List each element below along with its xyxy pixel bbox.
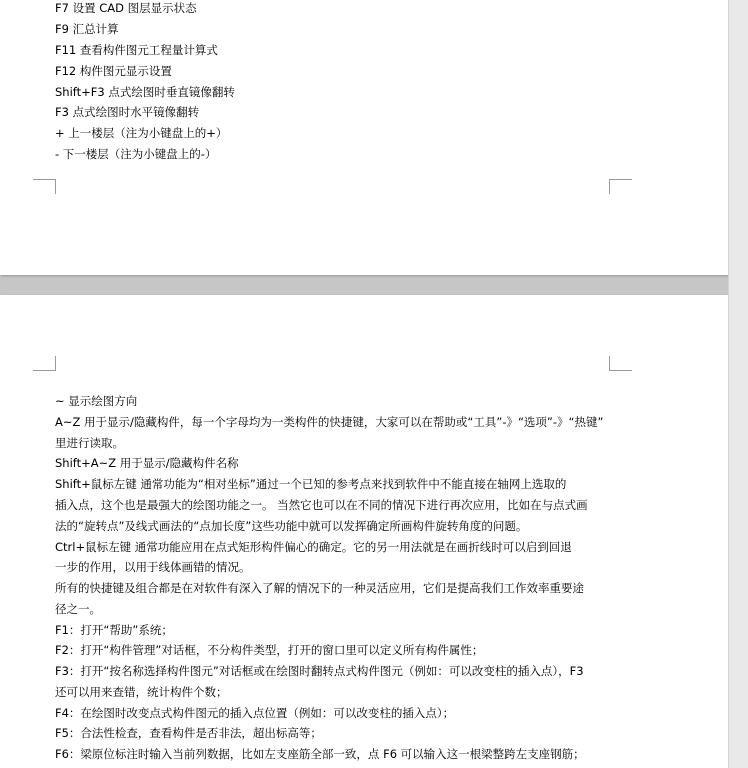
margin-corner-mark (33, 356, 56, 371)
vertical-scrollbar[interactable] (728, 0, 748, 768)
text-line: Ctrl+鼠标左键 通常功能应用在点式矩形构件偏心的确定。它的另一用法就是在画折线时可以启到回退 (55, 540, 572, 554)
text-line: Shift+A~Z 用于显示/隐藏构件名称 (55, 456, 239, 470)
text-line: - 下一楼层（注为小键盘上的-） (55, 147, 217, 161)
text-line: 法的“旋转点”及线式画法的“点加长度”这些功能中就可以发挥确定所画构件旋转角度的问题。 (55, 519, 528, 533)
text-line: F3：打开“按名称选择构件图元”对话框或在绘图时翻转点式构件图元（例如：可以改变柱的插入点），F3 (55, 664, 584, 678)
text-line: F12 构件图元显示设置 (55, 64, 172, 78)
text-line: ~ 显示绘图方向 (55, 394, 138, 408)
text-line: F3 点式绘图时水平镜像翻转 (55, 105, 200, 119)
text-line: F6：梁原位标注时输入当前列数据，比如左支座筋全部一致，点 F6 可以输入这一根梁整跨左支座钢筋； (55, 747, 585, 761)
document-page-1 (0, 0, 729, 275)
text-line: 所有的快捷键及组合都是在对软件有深入了解的情况下的一种灵活应用，它们是提高我们工作效率重要途 (55, 581, 584, 595)
margin-corner-mark (609, 179, 632, 194)
margin-corner-mark (609, 356, 632, 371)
text-line: + 上一楼层（注为小键盘上的+） (55, 126, 228, 140)
margin-corner-mark (33, 179, 56, 194)
text-line: F7 设置 CAD 图层显示状态 (55, 1, 197, 15)
text-line: F11 查看构件图元工程量计算式 (55, 43, 218, 57)
text-line: F2：打开“构件管理”对话框，不分构件类型，打开的窗口里可以定义所有构件属性； (55, 643, 484, 657)
document-page-2 (0, 295, 729, 768)
text-line: Shift+鼠标左键 通常功能为“相对坐标”通过一个已知的参考点来找到软件中不能直接在轴网上选取的 (55, 477, 567, 491)
text-line: F9 汇总计算 (55, 22, 119, 36)
text-line: Shift+F3 点式绘图时垂直镜像翻转 (55, 85, 235, 99)
text-line: 还可以用来查错，统计构件个数； (55, 685, 228, 699)
text-line: F5：合法性检查，查看构件是否非法，超出标高等； (55, 726, 322, 740)
text-line: 里进行读取。 (55, 436, 124, 450)
text-line: F1：打开“帮助”系统； (55, 623, 173, 637)
text-line: 一步的作用，以用于线体画错的情况。 (55, 560, 251, 574)
text-line: F4：在绘图时改变点式构件图元的插入点位置（例如：可以改变柱的插入点）； (55, 706, 455, 720)
text-line: A~Z 用于显示/隐藏构件，每一个字母均为一类构件的快捷键，大家可以在帮助或“工具”-》“选项”-》“热键” (55, 415, 604, 429)
text-line: 插入点，这个也是最强大的绘图功能之一。 当然它也可以在不同的情况下进行再次应用，比如在与点式画 (55, 498, 588, 512)
text-line: 径之一。 (55, 602, 101, 616)
